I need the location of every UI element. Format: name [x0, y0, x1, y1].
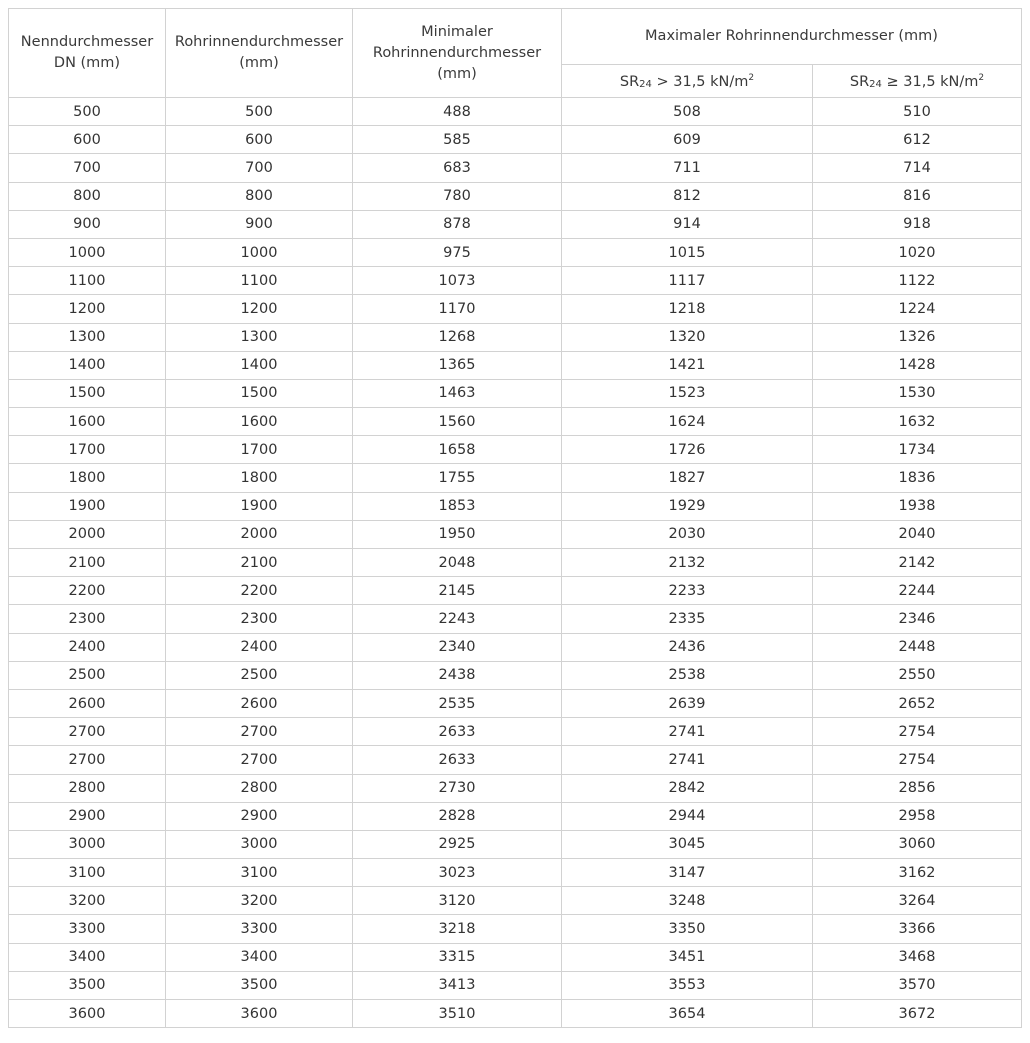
sr-subscript: 24 — [869, 78, 882, 90]
cell-minimal: 1365 — [353, 351, 562, 379]
cell-maximal-sr-greater-equal: 714 — [813, 154, 1022, 182]
cell-maximal-sr-greater: 2132 — [562, 549, 813, 577]
cell-maximal-sr-greater: 1015 — [562, 238, 813, 266]
cell-maximal-sr-greater: 2233 — [562, 577, 813, 605]
table-body — [9, 98, 1022, 1028]
table-row — [9, 408, 1022, 436]
header-sr24-greater-equal — [813, 65, 1022, 98]
cell-maximal-sr-greater-equal: 3672 — [813, 1000, 1022, 1028]
cell-rohrinnendurchmesser: 2200 — [166, 577, 353, 605]
cell-minimal: 2535 — [353, 689, 562, 717]
cell-nenndurchmesser: 1100 — [9, 267, 166, 295]
cell-maximal-sr-greater-equal: 3060 — [813, 830, 1022, 858]
cell-maximal-sr-greater: 2944 — [562, 802, 813, 830]
cell-minimal: 3023 — [353, 859, 562, 887]
cell-nenndurchmesser: 1000 — [9, 238, 166, 266]
table-row — [9, 718, 1022, 746]
cell-nenndurchmesser: 1500 — [9, 379, 166, 407]
cell-maximal-sr-greater-equal: 2958 — [813, 802, 1022, 830]
cell-rohrinnendurchmesser: 2800 — [166, 774, 353, 802]
cell-maximal-sr-greater-equal: 3162 — [813, 859, 1022, 887]
cell-maximal-sr-greater: 3553 — [562, 971, 813, 999]
cell-rohrinnendurchmesser: 2400 — [166, 633, 353, 661]
cell-rohrinnendurchmesser: 2100 — [166, 549, 353, 577]
table-row — [9, 182, 1022, 210]
header-row-1 — [9, 9, 1022, 65]
table-row — [9, 351, 1022, 379]
cell-maximal-sr-greater: 3248 — [562, 887, 813, 915]
cell-nenndurchmesser: 3000 — [9, 830, 166, 858]
cell-maximal-sr-greater-equal: 612 — [813, 126, 1022, 154]
cell-minimal: 2633 — [353, 718, 562, 746]
cell-rohrinnendurchmesser: 1700 — [166, 436, 353, 464]
cell-nenndurchmesser: 2500 — [9, 661, 166, 689]
cell-maximal-sr-greater-equal: 1428 — [813, 351, 1022, 379]
cell-rohrinnendurchmesser: 1800 — [166, 464, 353, 492]
cell-nenndurchmesser: 1400 — [9, 351, 166, 379]
table-row — [9, 802, 1022, 830]
cell-maximal-sr-greater: 3654 — [562, 1000, 813, 1028]
cell-maximal-sr-greater-equal: 2040 — [813, 520, 1022, 548]
cell-maximal-sr-greater-equal: 3570 — [813, 971, 1022, 999]
cell-maximal-sr-greater-equal: 2652 — [813, 689, 1022, 717]
header-nenndurchmesser: Nenndurchmesser DN (mm) — [9, 9, 166, 98]
cell-maximal-sr-greater: 1726 — [562, 436, 813, 464]
cell-rohrinnendurchmesser: 1500 — [166, 379, 353, 407]
table-row — [9, 210, 1022, 238]
cell-minimal: 975 — [353, 238, 562, 266]
cell-minimal: 1268 — [353, 323, 562, 351]
cell-rohrinnendurchmesser: 700 — [166, 154, 353, 182]
cell-rohrinnendurchmesser: 2500 — [166, 661, 353, 689]
cell-rohrinnendurchmesser: 600 — [166, 126, 353, 154]
cell-maximal-sr-greater-equal: 3264 — [813, 887, 1022, 915]
cell-rohrinnendurchmesser: 3000 — [166, 830, 353, 858]
cell-rohrinnendurchmesser: 2600 — [166, 689, 353, 717]
cell-rohrinnendurchmesser: 1300 — [166, 323, 353, 351]
cell-maximal-sr-greater-equal: 1938 — [813, 492, 1022, 520]
cell-rohrinnendurchmesser: 2000 — [166, 520, 353, 548]
table-row — [9, 520, 1022, 548]
cell-minimal: 585 — [353, 126, 562, 154]
cell-minimal: 2925 — [353, 830, 562, 858]
table-row — [9, 633, 1022, 661]
table-row — [9, 126, 1022, 154]
cell-minimal: 878 — [353, 210, 562, 238]
table-row — [9, 971, 1022, 999]
cell-nenndurchmesser: 900 — [9, 210, 166, 238]
table-row — [9, 238, 1022, 266]
cell-maximal-sr-greater: 2842 — [562, 774, 813, 802]
cell-nenndurchmesser: 2400 — [9, 633, 166, 661]
table-row — [9, 1000, 1022, 1028]
cell-rohrinnendurchmesser: 2900 — [166, 802, 353, 830]
cell-nenndurchmesser: 2200 — [9, 577, 166, 605]
cell-maximal-sr-greater: 1117 — [562, 267, 813, 295]
cell-minimal: 2828 — [353, 802, 562, 830]
cell-maximal-sr-greater-equal: 1632 — [813, 408, 1022, 436]
sr-prefix: SR — [619, 73, 640, 90]
header-sr24-greater — [562, 65, 813, 98]
cell-nenndurchmesser: 500 — [9, 98, 166, 126]
table-row — [9, 830, 1022, 858]
cell-nenndurchmesser: 600 — [9, 126, 166, 154]
cell-maximal-sr-greater: 812 — [562, 182, 813, 210]
cell-rohrinnendurchmesser: 2700 — [166, 718, 353, 746]
cell-maximal-sr-greater-equal: 1326 — [813, 323, 1022, 351]
cell-nenndurchmesser: 1200 — [9, 295, 166, 323]
cell-maximal-sr-greater: 3451 — [562, 943, 813, 971]
cell-nenndurchmesser: 1800 — [9, 464, 166, 492]
cell-maximal-sr-greater-equal: 2550 — [813, 661, 1022, 689]
cell-maximal-sr-greater: 2741 — [562, 718, 813, 746]
cell-nenndurchmesser: 1900 — [9, 492, 166, 520]
cell-nenndurchmesser: 3400 — [9, 943, 166, 971]
cell-minimal: 3120 — [353, 887, 562, 915]
cell-minimal: 2340 — [353, 633, 562, 661]
cell-maximal-sr-greater: 1523 — [562, 379, 813, 407]
table-row — [9, 295, 1022, 323]
table-row — [9, 887, 1022, 915]
header-rohrinnendurchmesser: Rohrinnendurchmesser (mm) — [166, 9, 353, 98]
cell-rohrinnendurchmesser: 3400 — [166, 943, 353, 971]
cell-maximal-sr-greater-equal: 1020 — [813, 238, 1022, 266]
cell-minimal: 2145 — [353, 577, 562, 605]
cell-minimal: 1658 — [353, 436, 562, 464]
table-header — [9, 9, 1022, 98]
cell-maximal-sr-greater-equal: 1836 — [813, 464, 1022, 492]
cell-maximal-sr-greater-equal: 2754 — [813, 718, 1022, 746]
cell-nenndurchmesser: 1600 — [9, 408, 166, 436]
sr-condition: > 31,5 kN/m — [651, 73, 749, 90]
cell-maximal-sr-greater: 711 — [562, 154, 813, 182]
table-row — [9, 774, 1022, 802]
cell-minimal: 1950 — [353, 520, 562, 548]
cell-nenndurchmesser: 1700 — [9, 436, 166, 464]
table-row — [9, 464, 1022, 492]
cell-maximal-sr-greater-equal: 1224 — [813, 295, 1022, 323]
header-maximaler-durchmesser: Maximaler Rohrinnendurchmesser (mm) — [562, 9, 1022, 65]
cell-minimal: 3510 — [353, 1000, 562, 1028]
cell-minimal: 1853 — [353, 492, 562, 520]
cell-maximal-sr-greater: 2335 — [562, 605, 813, 633]
cell-nenndurchmesser: 2100 — [9, 549, 166, 577]
cell-rohrinnendurchmesser: 2700 — [166, 746, 353, 774]
cell-nenndurchmesser: 3100 — [9, 859, 166, 887]
cell-minimal: 2438 — [353, 661, 562, 689]
cell-minimal: 2633 — [353, 746, 562, 774]
cell-nenndurchmesser: 2700 — [9, 718, 166, 746]
cell-minimal: 3218 — [353, 915, 562, 943]
cell-minimal: 1073 — [353, 267, 562, 295]
cell-maximal-sr-greater: 1929 — [562, 492, 813, 520]
table-row — [9, 915, 1022, 943]
sr-prefix: SR — [849, 73, 870, 90]
cell-maximal-sr-greater: 2030 — [562, 520, 813, 548]
table-row — [9, 267, 1022, 295]
cell-rohrinnendurchmesser: 3200 — [166, 887, 353, 915]
cell-minimal: 2243 — [353, 605, 562, 633]
cell-rohrinnendurchmesser: 3600 — [166, 1000, 353, 1028]
cell-maximal-sr-greater-equal: 2346 — [813, 605, 1022, 633]
table-row — [9, 436, 1022, 464]
cell-rohrinnendurchmesser: 500 — [166, 98, 353, 126]
cell-minimal: 1170 — [353, 295, 562, 323]
table-row — [9, 98, 1022, 126]
diameter-table — [8, 8, 1022, 1028]
cell-nenndurchmesser: 3600 — [9, 1000, 166, 1028]
cell-rohrinnendurchmesser: 3300 — [166, 915, 353, 943]
cell-maximal-sr-greater: 1320 — [562, 323, 813, 351]
cell-maximal-sr-greater-equal: 1530 — [813, 379, 1022, 407]
cell-maximal-sr-greater: 3147 — [562, 859, 813, 887]
cell-maximal-sr-greater: 914 — [562, 210, 813, 238]
cell-minimal: 3413 — [353, 971, 562, 999]
cell-rohrinnendurchmesser: 1200 — [166, 295, 353, 323]
table-row — [9, 577, 1022, 605]
cell-maximal-sr-greater: 1421 — [562, 351, 813, 379]
cell-rohrinnendurchmesser: 3100 — [166, 859, 353, 887]
cell-nenndurchmesser: 2600 — [9, 689, 166, 717]
cell-minimal: 1463 — [353, 379, 562, 407]
cell-rohrinnendurchmesser: 3500 — [166, 971, 353, 999]
sr-superscript: 2 — [978, 72, 985, 83]
cell-maximal-sr-greater: 3350 — [562, 915, 813, 943]
cell-nenndurchmesser: 2800 — [9, 774, 166, 802]
cell-maximal-sr-greater: 2436 — [562, 633, 813, 661]
header-minimaler-durchmesser: Minimaler Rohrinnendurchmesser (mm) — [353, 9, 562, 98]
cell-rohrinnendurchmesser: 1600 — [166, 408, 353, 436]
cell-maximal-sr-greater-equal: 2448 — [813, 633, 1022, 661]
cell-maximal-sr-greater: 508 — [562, 98, 813, 126]
cell-nenndurchmesser: 2700 — [9, 746, 166, 774]
table-row — [9, 859, 1022, 887]
cell-nenndurchmesser: 700 — [9, 154, 166, 182]
table-row — [9, 549, 1022, 577]
cell-maximal-sr-greater: 2538 — [562, 661, 813, 689]
cell-maximal-sr-greater-equal: 3366 — [813, 915, 1022, 943]
sr-condition: ≥ 31,5 kN/m — [881, 73, 979, 90]
cell-nenndurchmesser: 800 — [9, 182, 166, 210]
cell-maximal-sr-greater: 609 — [562, 126, 813, 154]
table-row — [9, 605, 1022, 633]
cell-maximal-sr-greater: 2741 — [562, 746, 813, 774]
table-row — [9, 492, 1022, 520]
table-row — [9, 154, 1022, 182]
cell-rohrinnendurchmesser: 1400 — [166, 351, 353, 379]
table-row — [9, 746, 1022, 774]
cell-maximal-sr-greater: 3045 — [562, 830, 813, 858]
cell-minimal: 3315 — [353, 943, 562, 971]
cell-maximal-sr-greater-equal: 2244 — [813, 577, 1022, 605]
cell-minimal: 683 — [353, 154, 562, 182]
cell-minimal: 2048 — [353, 549, 562, 577]
cell-maximal-sr-greater-equal: 510 — [813, 98, 1022, 126]
cell-maximal-sr-greater: 2639 — [562, 689, 813, 717]
table-row — [9, 943, 1022, 971]
cell-minimal: 1755 — [353, 464, 562, 492]
cell-minimal: 780 — [353, 182, 562, 210]
cell-nenndurchmesser: 1300 — [9, 323, 166, 351]
table-row — [9, 323, 1022, 351]
cell-maximal-sr-greater: 1624 — [562, 408, 813, 436]
cell-rohrinnendurchmesser: 1000 — [166, 238, 353, 266]
cell-maximal-sr-greater: 1218 — [562, 295, 813, 323]
cell-nenndurchmesser: 3200 — [9, 887, 166, 915]
cell-rohrinnendurchmesser: 2300 — [166, 605, 353, 633]
cell-nenndurchmesser: 3500 — [9, 971, 166, 999]
table-row — [9, 689, 1022, 717]
cell-maximal-sr-greater-equal: 816 — [813, 182, 1022, 210]
cell-maximal-sr-greater-equal: 2754 — [813, 746, 1022, 774]
cell-maximal-sr-greater-equal: 3468 — [813, 943, 1022, 971]
cell-minimal: 488 — [353, 98, 562, 126]
cell-maximal-sr-greater-equal: 2142 — [813, 549, 1022, 577]
sr-superscript: 2 — [748, 72, 755, 83]
table-row — [9, 661, 1022, 689]
cell-nenndurchmesser: 2000 — [9, 520, 166, 548]
cell-minimal: 1560 — [353, 408, 562, 436]
cell-nenndurchmesser: 3300 — [9, 915, 166, 943]
cell-minimal: 2730 — [353, 774, 562, 802]
sr-subscript: 24 — [639, 78, 652, 90]
cell-rohrinnendurchmesser: 1900 — [166, 492, 353, 520]
table-row — [9, 379, 1022, 407]
cell-rohrinnendurchmesser: 1100 — [166, 267, 353, 295]
cell-nenndurchmesser: 2900 — [9, 802, 166, 830]
cell-maximal-sr-greater-equal: 2856 — [813, 774, 1022, 802]
cell-maximal-sr-greater-equal: 1734 — [813, 436, 1022, 464]
cell-rohrinnendurchmesser: 800 — [166, 182, 353, 210]
cell-maximal-sr-greater-equal: 918 — [813, 210, 1022, 238]
cell-maximal-sr-greater: 1827 — [562, 464, 813, 492]
cell-maximal-sr-greater-equal: 1122 — [813, 267, 1022, 295]
cell-nenndurchmesser: 2300 — [9, 605, 166, 633]
cell-rohrinnendurchmesser: 900 — [166, 210, 353, 238]
